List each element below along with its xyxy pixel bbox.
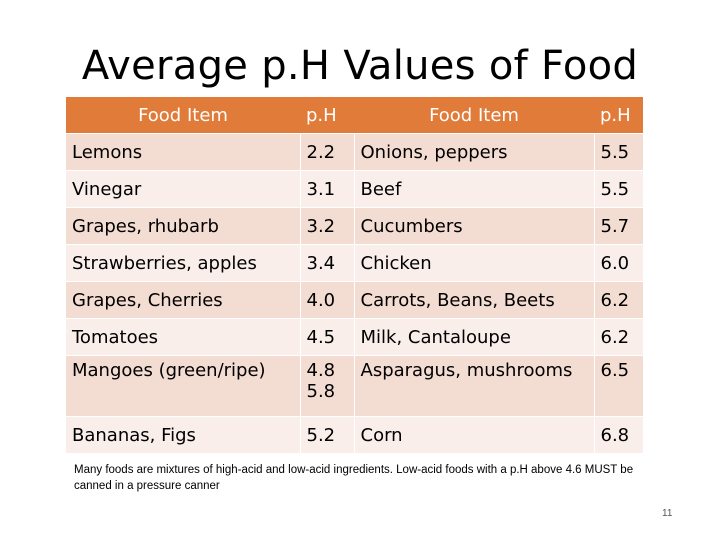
ph-value-cell: 5.5 (594, 171, 643, 208)
table-row (66, 282, 643, 319)
food-item-cell: Vinegar (66, 171, 300, 208)
food-item-cell: Corn (354, 417, 594, 454)
header-food-item-1: Food Item (66, 97, 300, 134)
food-item-cell: Onions, peppers (354, 134, 594, 171)
page-number: 11 (662, 508, 673, 519)
table-row (66, 356, 643, 417)
ph-value-cell: 4.8 5.8 (300, 356, 354, 417)
table-row (66, 417, 643, 454)
ph-value-cell: 6.0 (594, 245, 643, 282)
ph-value-cell: 5.5 (594, 134, 643, 171)
header-ph-2: p.H (594, 97, 643, 134)
food-item-cell: Tomatoes (66, 319, 300, 356)
ph-value-cell: 3.4 (300, 245, 354, 282)
table-header-row (66, 97, 643, 134)
ph-value-cell: 2.2 (300, 134, 354, 171)
food-item-cell: Carrots, Beans, Beets (354, 282, 594, 319)
food-item-cell: Beef (354, 171, 594, 208)
table-row (66, 134, 643, 171)
ph-value-cell: 3.2 (300, 208, 354, 245)
ph-value-cell: 6.8 (594, 417, 643, 454)
food-item-cell: Grapes, rhubarb (66, 208, 300, 245)
table-row (66, 245, 643, 282)
table-row (66, 208, 643, 245)
food-item-cell: Grapes, Cherries (66, 282, 300, 319)
ph-value-cell: 6.2 (594, 319, 643, 356)
ph-value-cell: 5.7 (594, 208, 643, 245)
food-item-cell: Lemons (66, 134, 300, 171)
header-ph-1: p.H (300, 97, 354, 134)
ph-value-cell: 3.1 (300, 171, 354, 208)
ph-value-cell: 4.0 (300, 282, 354, 319)
food-item-cell: Cucumbers (354, 208, 594, 245)
table-row (66, 171, 643, 208)
ph-value-cell: 5.2 (300, 417, 354, 454)
food-item-cell: Chicken (354, 245, 594, 282)
ph-values-table (66, 97, 643, 453)
ph-value-cell: 6.5 (594, 356, 643, 417)
food-item-cell: Milk, Cantaloupe (354, 319, 594, 356)
header-food-item-2: Food Item (354, 97, 594, 134)
slide-title: Average p.H Values of Food (81, 43, 639, 89)
food-item-cell: Asparagus, mushrooms (354, 356, 594, 417)
food-item-cell: Mangoes (green/ripe) (66, 356, 300, 417)
food-item-cell: Bananas, Figs (66, 417, 300, 454)
table-row (66, 319, 643, 356)
ph-value-cell: 4.5 (300, 319, 354, 356)
food-item-cell: Strawberries, apples (66, 245, 300, 282)
ph-value-cell: 6.2 (594, 282, 643, 319)
footnote: Many foods are mixtures of high-acid and low-acid ingredients. Low-acid foods with a p.H above 4.6 MUST be canned in a pressure canner (74, 464, 634, 492)
